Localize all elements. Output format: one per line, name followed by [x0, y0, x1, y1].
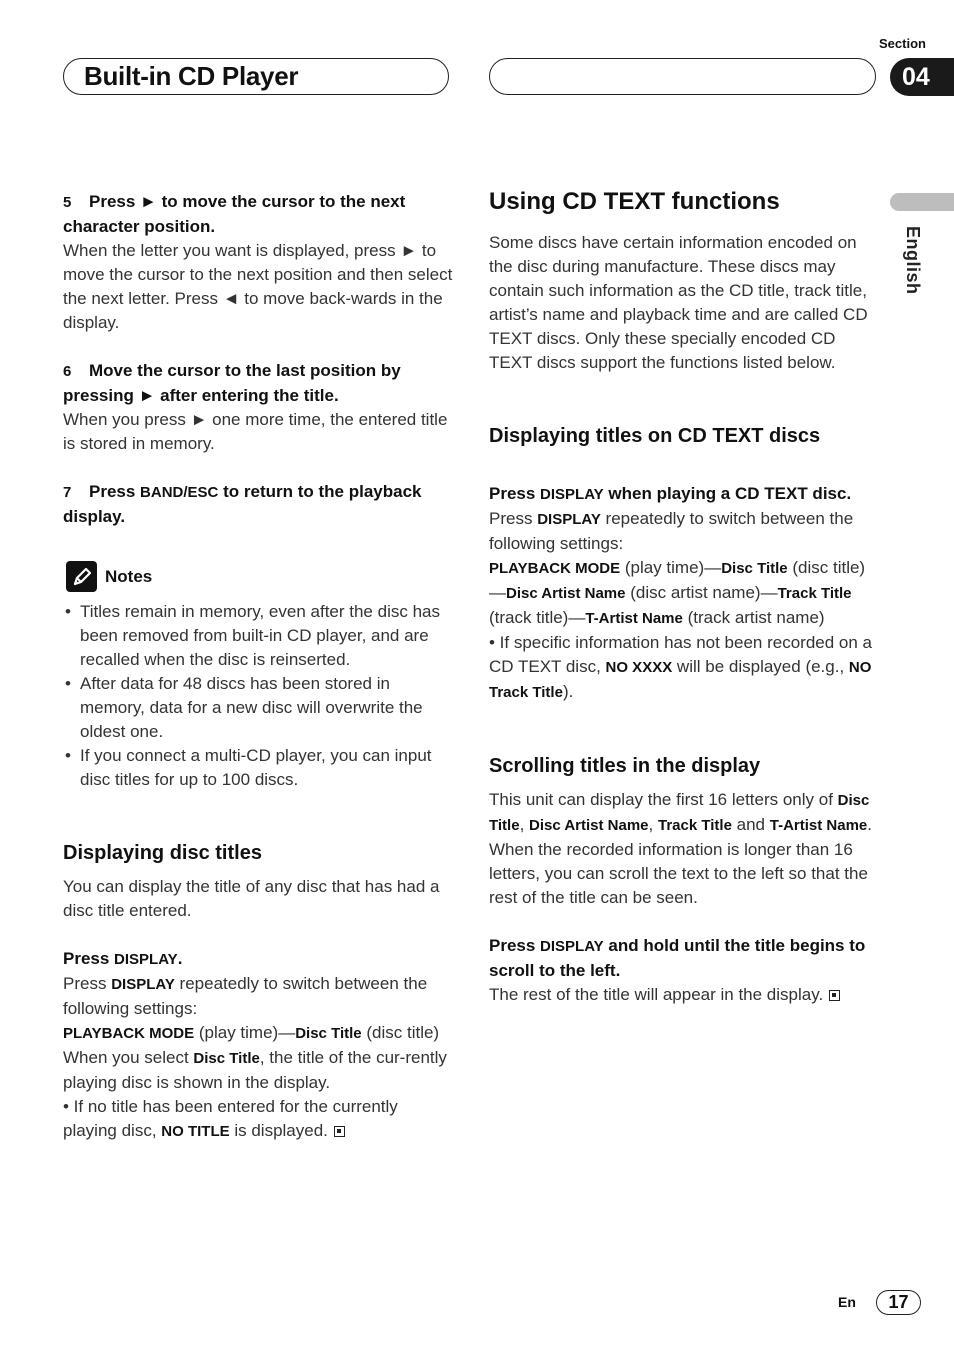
end-mark-icon — [829, 990, 840, 1001]
text-run: (disc title) — [361, 1023, 440, 1042]
scrolling-press — [489, 934, 873, 983]
text-run: Press — [489, 936, 541, 955]
key-name: DISPLAY — [114, 951, 178, 968]
text-run: , — [519, 815, 530, 834]
key-name: Disc Title — [489, 792, 870, 834]
end-mark-icon — [334, 1126, 345, 1137]
step-6-title — [63, 359, 455, 408]
play-right-icon: ► — [140, 192, 157, 211]
right-column — [489, 186, 873, 1007]
key-name: Track Title — [777, 585, 852, 602]
displaying-titles-body-1 — [489, 507, 873, 556]
key-name: Disc Title — [193, 1050, 260, 1067]
left-column — [63, 190, 455, 1144]
text-run: when playing a CD TEXT disc. — [603, 484, 852, 503]
scrolling-result: The rest of the title will appear in the display. — [489, 983, 873, 1007]
displaying-titles-heading: Displaying titles on CD TEXT discs — [489, 425, 821, 447]
step-7-title: 7 Press BAND/ESC to return to the playback display. — [63, 482, 422, 526]
key-name: Track Title — [657, 817, 732, 834]
displaying-titles-press — [489, 482, 873, 507]
key-name: DISPLAY — [540, 938, 604, 955]
text-run: When the letter you want is displayed, press — [63, 241, 401, 260]
text-run: ► — [138, 386, 156, 405]
text-run: ► — [400, 241, 418, 260]
cd-text-intro: Some discs have certain information encoded on the disc during manufacture. These discs may contain such information as the CD title, track title, artist’s name and playback time and are called CD TEXT discs. Only these specially encoded CD TEXT discs support the functions listed below. — [489, 233, 868, 372]
step-6-body — [63, 408, 455, 456]
text-run: , the title of the cur-rently playing disc is shown in the display. — [63, 1048, 447, 1092]
displaying-titles-body-2 — [489, 556, 873, 631]
disc-titles-body-3 — [63, 1046, 455, 1095]
text-run: and hold until the title begins to scroll to the left. — [489, 936, 866, 980]
cd-text-heading: Using CD TEXT functions — [489, 188, 780, 215]
disc-titles-press: Press DISPLAY. — [63, 949, 183, 968]
disc-titles-intro: You can display the title of any disc that has had a disc title entered. — [63, 877, 440, 920]
text-run: to move back-wards in the display. — [63, 289, 443, 332]
page-number: 17 — [876, 1290, 921, 1315]
step-5-body — [63, 239, 455, 335]
key-name: PLAYBACK MODE — [63, 1025, 195, 1042]
text-run: , — [648, 815, 658, 834]
key-name: BAND/ESC — [140, 484, 219, 501]
footer-language: En — [838, 1294, 856, 1310]
text-run: one more time, the entered title is stored in memory. — [63, 410, 448, 453]
header-blank-frame — [489, 58, 876, 95]
text-run: is displayed. — [229, 1121, 328, 1140]
text-run: (track title)— — [489, 608, 586, 627]
step-number: 5 — [63, 194, 72, 211]
text-run: (disc title)— — [489, 558, 866, 602]
text-run: (track artist name) — [682, 608, 825, 627]
disc-titles-body-2 — [63, 1021, 455, 1046]
text-run: • If specific information has not been recorded on a CD TEXT disc, — [489, 633, 873, 676]
key-name: NO Track Title — [489, 659, 872, 701]
text-run: (play time)— — [194, 1023, 296, 1042]
text-run: Move the cursor to the last position by pressing — [63, 361, 401, 405]
text-run: Press — [489, 509, 538, 528]
key-name: PLAYBACK MODE — [489, 560, 621, 577]
text-run: repeatedly to switch between the following settings: — [63, 974, 428, 1018]
disc-titles-heading: Displaying disc titles — [63, 842, 262, 864]
text-run: will be displayed (e.g., — [672, 657, 849, 676]
note-item: • If you connect a multi-CD player, you can input disc titles for up to 100 discs. — [63, 744, 455, 792]
pencil-icon — [66, 561, 97, 592]
text-run: • If no title has been entered for the currently playing disc, — [63, 1097, 398, 1140]
key-name: DISPLAY — [111, 976, 175, 993]
text-run: When you press — [63, 410, 191, 429]
section-label: Section — [879, 36, 926, 51]
key-name: Disc Title — [721, 560, 788, 577]
text-run: Press — [63, 974, 112, 993]
text-run: ◄ — [222, 289, 240, 308]
text-run: This unit can display the first 16 letters only of — [489, 790, 838, 809]
disc-titles-body-4 — [63, 1095, 455, 1144]
chapter-title: Built-in CD Player — [84, 61, 299, 91]
step-number: 6 — [63, 363, 72, 380]
text-run: (play time)— — [620, 558, 722, 577]
key-name: DISPLAY — [537, 511, 601, 528]
text-run: . When the recorded information is longer than 16 letters, you can scroll the text to the left so that the rest of the title can be seen. — [489, 815, 872, 907]
text-run: (disc artist name)— — [625, 583, 778, 602]
text-run: repeatedly to switch between the following settings: — [489, 509, 854, 553]
note-item: • After data for 48 discs has been stored in memory, data for a new disc will overwrite the oldest one. — [63, 672, 455, 744]
key-name: DISPLAY — [540, 486, 604, 503]
text-run: to move the cursor to the next position and then select the next letter. Press — [63, 241, 453, 308]
language-tab-label: English — [903, 226, 923, 295]
scrolling-body — [489, 788, 873, 910]
text-run: Press — [489, 484, 541, 503]
scrolling-heading: Scrolling titles in the display — [489, 755, 761, 777]
step-5-title: 5 Press ► to move the cursor to the next character position. — [63, 192, 406, 236]
key-name: T-Artist Name — [769, 817, 868, 834]
key-name: Disc Artist Name — [506, 585, 626, 602]
text-run: after entering the title. — [155, 386, 339, 405]
displaying-titles-body-3 — [489, 631, 873, 705]
key-name: T-Artist Name — [585, 610, 683, 627]
notes-heading: Notes — [66, 561, 455, 592]
key-name: Disc Artist Name — [529, 817, 649, 834]
notes-list — [63, 600, 455, 792]
note-item: • Titles remain in memory, even after the disc has been removed from built-in CD player, and are recalled when the disc is reinserted. — [63, 600, 455, 672]
key-name: NO TITLE — [161, 1123, 230, 1140]
key-name: NO XXXX — [605, 659, 673, 676]
step-number: 7 — [63, 484, 72, 501]
section-number-badge: 04 — [890, 58, 954, 96]
key-name: Disc Title — [295, 1025, 362, 1042]
text-run: ► — [190, 410, 208, 429]
language-tab-bar — [890, 193, 954, 211]
text-run: When you select — [63, 1048, 194, 1067]
text-run: and — [731, 815, 770, 834]
disc-titles-body-1 — [63, 972, 455, 1021]
text-run: ). — [562, 682, 574, 701]
